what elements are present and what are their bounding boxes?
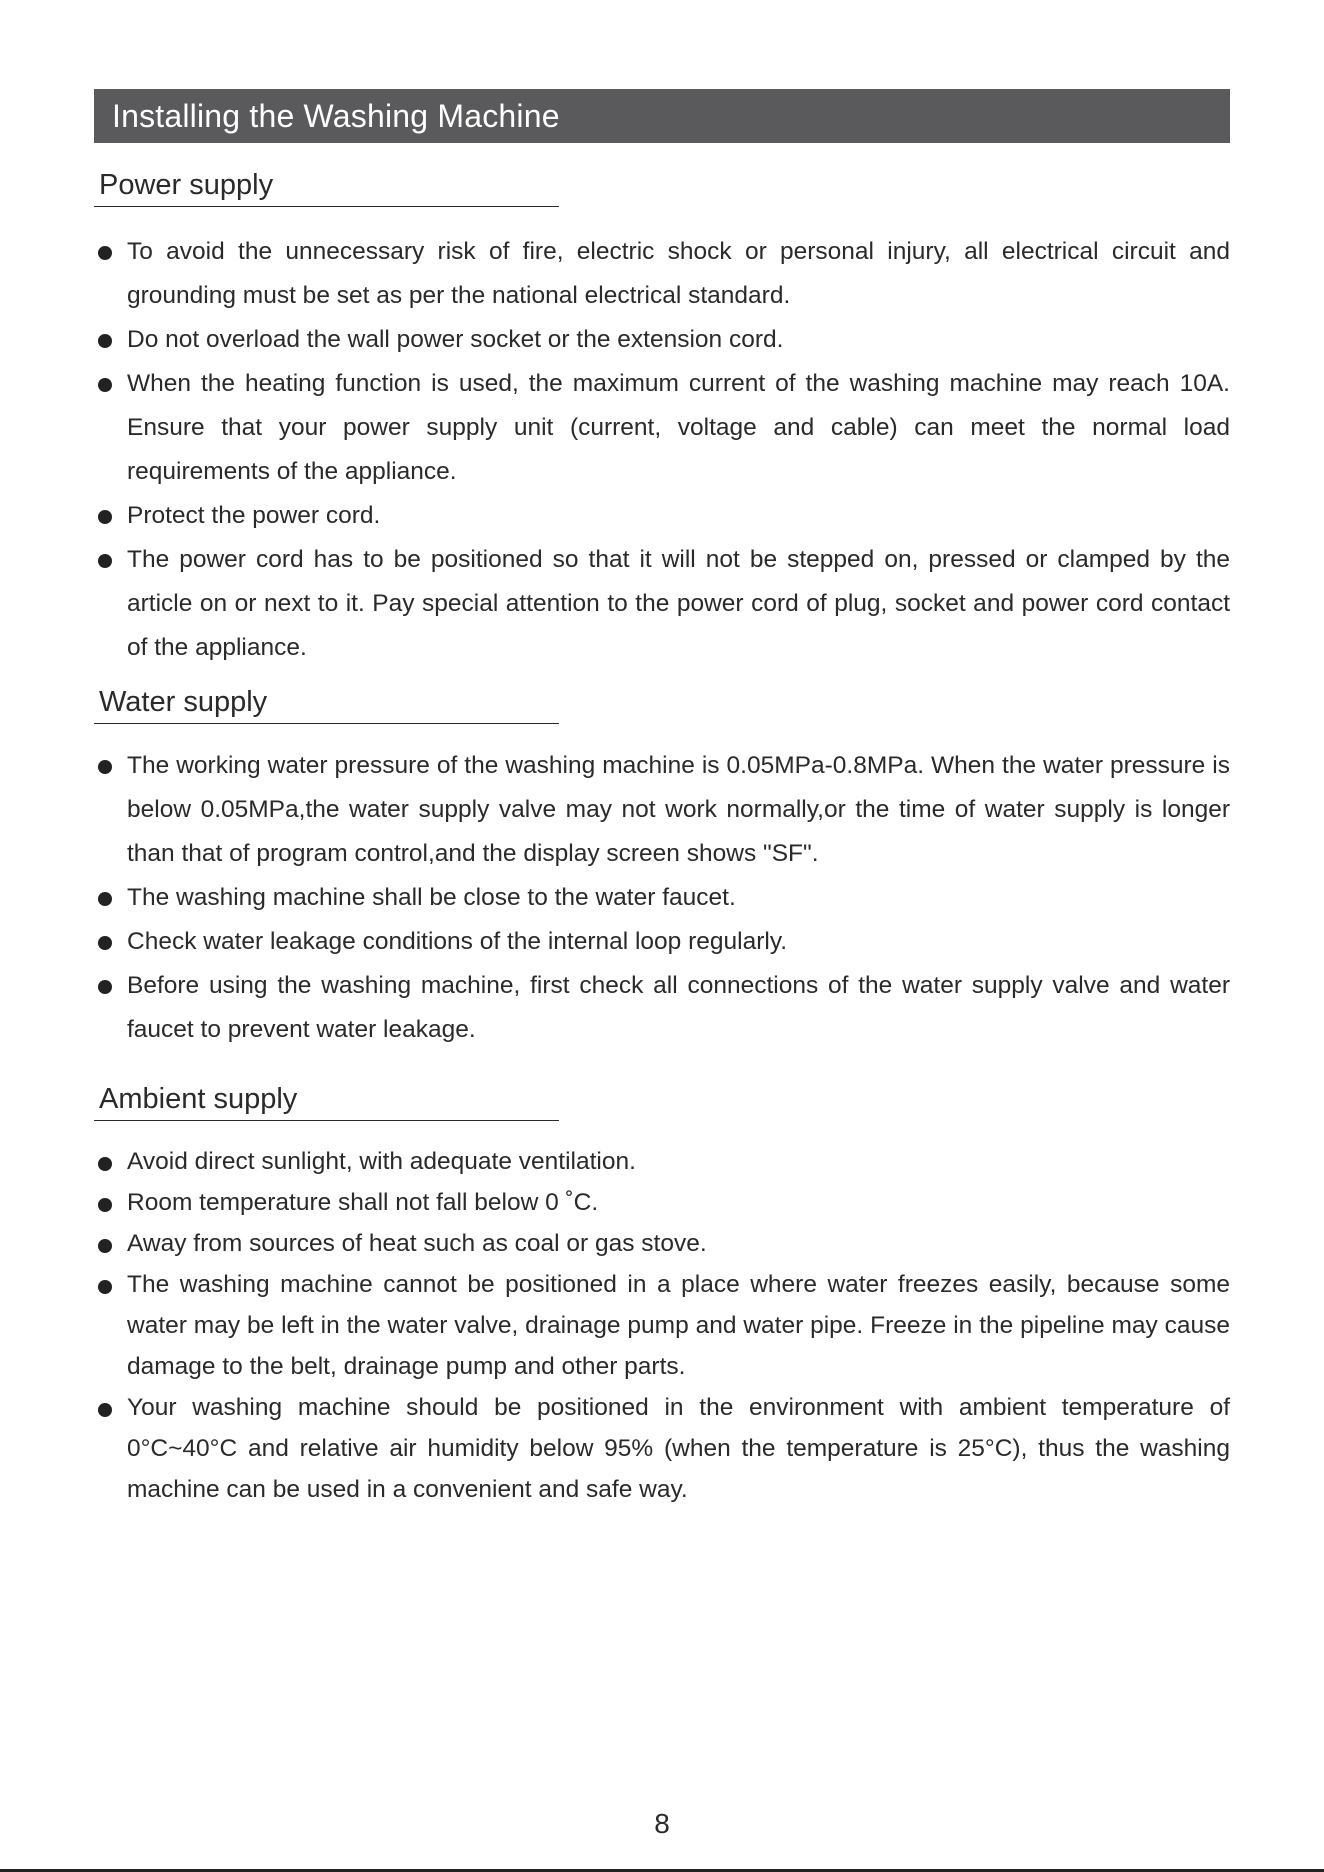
- section-heading-ambient-supply: [94, 1081, 559, 1121]
- power-supply-list: [94, 230, 1230, 670]
- ambient-supply-list: [94, 1141, 1230, 1510]
- bullet-icon: [98, 334, 112, 348]
- bullet-icon: [98, 980, 112, 994]
- bullet-icon: [98, 1239, 112, 1253]
- bullet-icon: [98, 554, 112, 568]
- bullet-icon: [98, 246, 112, 260]
- page-title-bar: [94, 89, 1230, 143]
- list-item: The washing machine shall be close to the water faucet.: [94, 876, 1230, 920]
- bullet-icon: [98, 936, 112, 950]
- bullet-icon: [98, 510, 112, 524]
- list-item: The working water pressure of the washing machine is 0.05MPa-0.8MPa. When the water pressure is below 0.05MPa,the water supply valve may not work normally,or the time of water supply is longer than that of program control,and the display screen shows "SF".: [94, 744, 1230, 876]
- section-heading-label: Ambient supply: [99, 1083, 298, 1115]
- list-item: When the heating function is used, the maximum current of the washing machine may reach 10A. Ensure that your power supply unit (current, voltage and cable) can meet the normal load requirements of the appliance.: [94, 362, 1230, 494]
- bullet-icon: [98, 1403, 112, 1417]
- section-heading-label: Power supply: [99, 169, 274, 201]
- page-number: 8: [654, 1808, 670, 1839]
- list-item: Room temperature shall not fall below 0 ˚C.: [94, 1182, 1230, 1223]
- list-item: Your washing machine should be positioned in the environment with ambient temperature of 0°C~40°C and relative air humidity below 95% (when the temperature is 25°C), thus the washing machine can be used in a convenient and safe way.: [94, 1387, 1230, 1510]
- water-supply-list: [94, 744, 1230, 1052]
- list-item: Away from sources of heat such as coal or gas stove.: [94, 1223, 1230, 1264]
- list-item: The washing machine cannot be positioned in a place where water freezes easily, because some water may be left in the water valve, drainage pump and water pipe. Freeze in the pipeline may cause damage to the belt, drainage pump and other parts.: [94, 1264, 1230, 1387]
- bullet-icon: [98, 378, 112, 392]
- section-heading-label: Water supply: [99, 686, 268, 718]
- list-item: To avoid the unnecessary risk of fire, electric shock or personal injury, all electrical circuit and grounding must be set as per the national electrical standard.: [94, 230, 1230, 318]
- list-item: Do not overload the wall power socket or the extension cord.: [94, 318, 1230, 362]
- section-heading-power-supply: [94, 167, 559, 207]
- bullet-icon: [98, 1198, 112, 1212]
- list-item: Avoid direct sunlight, with adequate ventilation.: [94, 1141, 1230, 1182]
- bullet-icon: [98, 1157, 112, 1171]
- list-item: Protect the power cord.: [94, 494, 1230, 538]
- bullet-icon: [98, 1280, 112, 1294]
- page-title: Installing the Washing Machine: [112, 97, 560, 134]
- section-heading-water-supply: [94, 684, 559, 724]
- bullet-icon: [98, 760, 112, 774]
- list-item: Before using the washing machine, first check all connections of the water supply valve and water faucet to prevent water leakage.: [94, 964, 1230, 1052]
- list-item: The power cord has to be positioned so that it will not be stepped on, pressed or clamped by the article on or next to it. Pay special attention to the power cord of plug, socket and power cord contact of the appliance.: [94, 538, 1230, 670]
- list-item: Check water leakage conditions of the internal loop regularly.: [94, 920, 1230, 964]
- bullet-icon: [98, 892, 112, 906]
